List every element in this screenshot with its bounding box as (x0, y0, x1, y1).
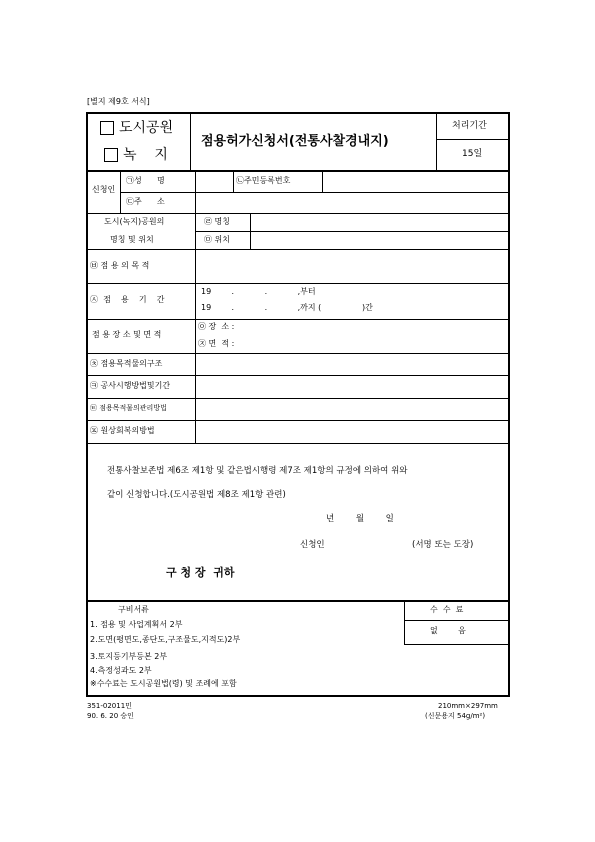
applicant-group-label: 신청인 (92, 185, 116, 194)
footer-paper-type: (신문용지 54g/m²) (425, 712, 486, 720)
restoration-field[interactable] (196, 421, 507, 442)
park-label-line2: 명칭 및 위치 (110, 235, 154, 244)
footer-approval-date: 90. 6. 20 승인 (87, 712, 134, 720)
statement-line1: 전통사찰보존법 제6조 제1항 및 같은법시행령 제7조 제1항의 규정에 의하여 위와 (107, 466, 408, 476)
applicant-rrn-label: ㉡주민등록번호 (236, 176, 291, 185)
processing-period-value: 15일 (462, 149, 483, 159)
processing-period-label: 처리기간 (452, 121, 487, 131)
checkbox-urban-park[interactable] (100, 121, 173, 135)
period-label: ㉦ 점 용 기 간 (90, 295, 165, 304)
required-doc-item: 4.측정성과도 2부 (90, 666, 152, 675)
applicant-rrn-field[interactable] (323, 172, 507, 191)
park-location-field[interactable] (251, 232, 507, 248)
checkbox-square[interactable] (104, 148, 118, 162)
structure-label: ㉩ 점용목적물의구조 (90, 359, 163, 368)
purpose-label: ㉥ 점 용 의 목 적 (90, 261, 150, 270)
checkbox-green-area-label: 녹 지 (123, 147, 168, 163)
park-location-label: ㉤ 위치 (204, 235, 230, 244)
applicant-name-label: ㉠성 명 (126, 176, 165, 185)
footer-paper-size: 210mm×297mm (438, 702, 498, 710)
required-doc-item: 2.도면(평면도,종단도,구조물도,지적도)2부 (90, 635, 241, 644)
checkbox-green-area[interactable] (104, 148, 168, 162)
area-label: ㉨ 면 적 : (198, 339, 235, 348)
restoration-label: ㉬ 원상회복의방법 (90, 426, 155, 435)
structure-field[interactable] (196, 354, 507, 374)
fee-label: 수 수 료 (430, 605, 464, 614)
form-number-note: [별지 제9호 서식] (87, 97, 150, 106)
statement-line2: 같이 신청합니다.(도시공원법 제8조 제1항 관련) (107, 490, 286, 500)
checkbox-urban-park-label: 도시공원 (119, 120, 174, 136)
applicant-sign-label: 신청인 (300, 540, 325, 550)
construction-field[interactable] (196, 376, 507, 397)
applicant-name-field[interactable] (196, 172, 232, 191)
place-area-label: 점 용 장 소 및 면 적 (92, 330, 162, 339)
place-label: ㉧ 장 소 : (198, 322, 235, 331)
management-field[interactable] (196, 399, 507, 419)
construction-label: ㉪ 공사시행방법및기간 (90, 381, 171, 390)
management-label: ㉫ 점용목적물의관리방법 (90, 404, 167, 412)
park-label-line1: 도시(녹지)공원의 (104, 217, 165, 226)
footer-form-code: 351-02011민 (87, 702, 132, 710)
fee-value: 없 음 (430, 626, 466, 635)
required-doc-item: 1. 점용 및 사업계획서 2부 (90, 620, 183, 629)
applicant-address-field[interactable] (196, 193, 507, 212)
required-doc-item: 3.토지등기부등본 2부 (90, 652, 168, 661)
park-name-label: ㉣ 명칭 (204, 217, 230, 226)
period-from-line: 19 . . ,부터 (201, 287, 316, 296)
period-to-line: 19 . . ,까지 ( )간 (201, 303, 373, 312)
park-name-field[interactable] (251, 214, 507, 230)
fee-note: ※수수료는 도시공원법(령) 및 조례에 포함 (90, 679, 237, 688)
applicant-address-label: ㉢주 소 (126, 197, 165, 206)
form-title: 점용허가신청서(전통사찰경내지) (201, 134, 389, 149)
date-line: 년 월 일 (326, 514, 394, 524)
purpose-field[interactable] (196, 250, 507, 282)
sign-note: (서명 또는 도장) (412, 540, 474, 550)
addressee: 구 청 장 귀하 (166, 566, 235, 579)
required-docs-title: 구비서류 (118, 605, 149, 614)
checkbox-square[interactable] (100, 121, 114, 135)
